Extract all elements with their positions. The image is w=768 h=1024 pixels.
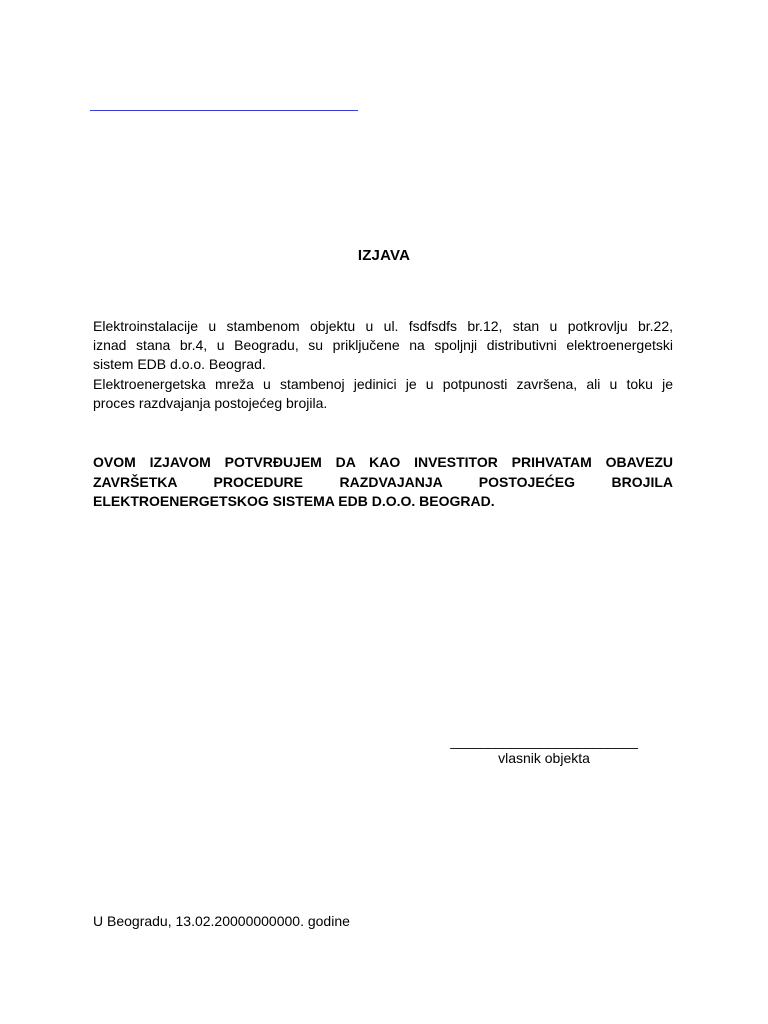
body-paragraph xyxy=(93,317,673,413)
declaration-line: ZAVRŠETKA PROCEDURE RAZDVAJANJA POSTOJEĆEG BROJILA xyxy=(93,473,673,490)
paragraph-line: Elektroenergetska mreža u stambenoj jedinici je u potpunosti završena, ali u toku je xyxy=(93,375,673,392)
signature-block xyxy=(440,733,648,767)
place-date-footer: U Beogradu, 13.02.20000000000. godine xyxy=(93,913,350,929)
signature-line: _________________________ xyxy=(450,733,638,749)
declaration-line: OVOM IZJAVOM POTVRĐUJEM DA KAO INVESTITOR PRIHVATAM OBAVEZU xyxy=(93,454,673,470)
paragraph-line: iznad stana br.4, u Beogradu, su priključene na spoljnji distributivni elektroenergetski xyxy=(93,337,673,354)
declaration-line: ELEKTROENERGETSKOG SISTEMA EDB D.O.O. BEOGRAD. xyxy=(93,493,495,509)
header-rule xyxy=(90,110,358,111)
paragraph-line: Elektroinstalacije u stambenom objektu u ul. fsdfsdfs br.12, stan u potkrovlju br.22, xyxy=(93,318,673,334)
paragraph-line: proces razdvajanja postojećeg brojila. xyxy=(93,394,328,411)
declaration-paragraph xyxy=(93,453,673,512)
paragraph-line: sistem EDB d.o.o. Beograd. xyxy=(93,356,266,373)
signature-label: vlasnik objekta xyxy=(498,750,590,766)
document-title: IZJAVA xyxy=(357,247,411,264)
